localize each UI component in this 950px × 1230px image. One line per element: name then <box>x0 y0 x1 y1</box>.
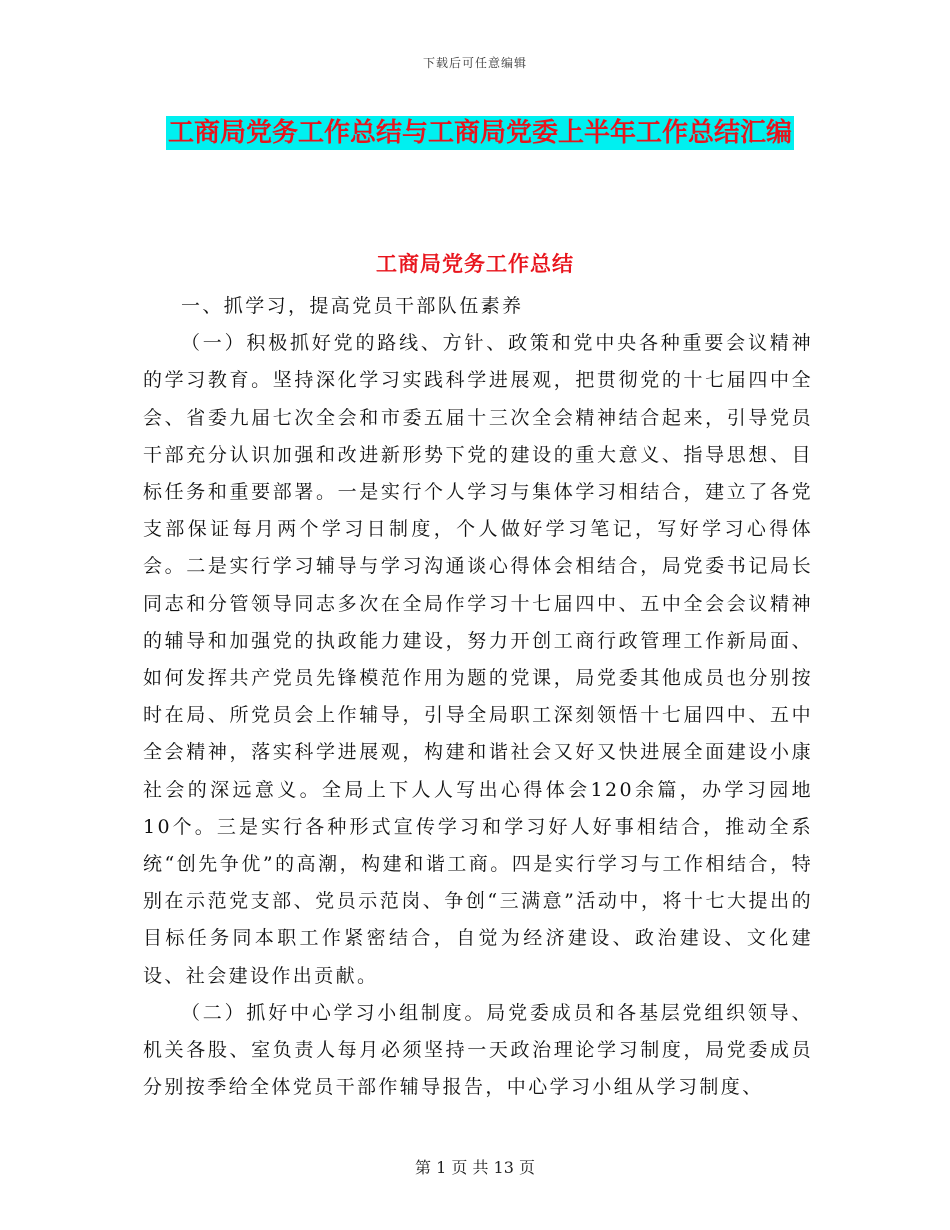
document-title <box>150 110 810 156</box>
paragraph: 一、抓学习，提高党员干部队伍素养 <box>181 295 524 317</box>
page-footer: 第 1 页 共 13 页 <box>415 1158 535 1177</box>
paragraph: （二）抓好中心学习小组制度。局党委成员和各基层党组织领导、机关各股、室负责人每月必须坚持一天政治理论学习制度，局党委成员分别按季给全体党员干部作辅导报告，中心学习小组从学习制度、 <box>143 1001 813 1099</box>
section-title: 工商局党务工作总结 <box>376 251 574 276</box>
body-text <box>143 288 813 1106</box>
paragraph: （一）积极抓好党的路线、方针、政策和党中央各种重要会议精神的学习教育。坚持深化学习实践科学进展观，把贯彻党的十七届四中全会、省委九届七次全会和市委五届十三次全会精神结合起来，引导党员干部充分认识加强和改进新形势下党的建设的重大意义、指导思想、目标任务和重要部署。一是实行个人学习与集体学习相结合，建立了各党支部保证每月两个学习日制度，个人做好学习笔记，写好学习心得体会。二是实行学习辅导与学习沟通谈心得体会相结合，局党委书记局长同志和分管领导同志多次在全局作学习十七届四中、五中全会会议精神的辅导和加强党的执政能力建设，努力开创工商行政管理工作新局面、如何发挥共产党员先锋模范作用为题的党课，局党委其他成员也分别按时在局、所党员会上作辅导，引导全局职工深刻领悟十七届四中、五中全会精神，落实科学进展观，构建和谐社会又好又快进展全面建设小康社会的深远意义。全局上下人人写出心得体会120余篇，办学习园地10个。三是实行各种形式宣传学习和学习好人好事相结合，推动全系统“创先争优”的高潮，构建和谐工商。四是实行学习与工作相结合，特别在示范党支部、党员示范岗、争创“三满意”活动中，将十七大提出的目标任务同本职工作紧密结合，自觉为经济建设、政治建设、文化建设、社会建设作出贡献。 <box>143 332 813 987</box>
header-note: 下载后可任意编辑 <box>422 56 527 70</box>
document-title-text: 工商局党务工作总结与工商局党委上半年工作总结汇编 <box>167 118 792 148</box>
